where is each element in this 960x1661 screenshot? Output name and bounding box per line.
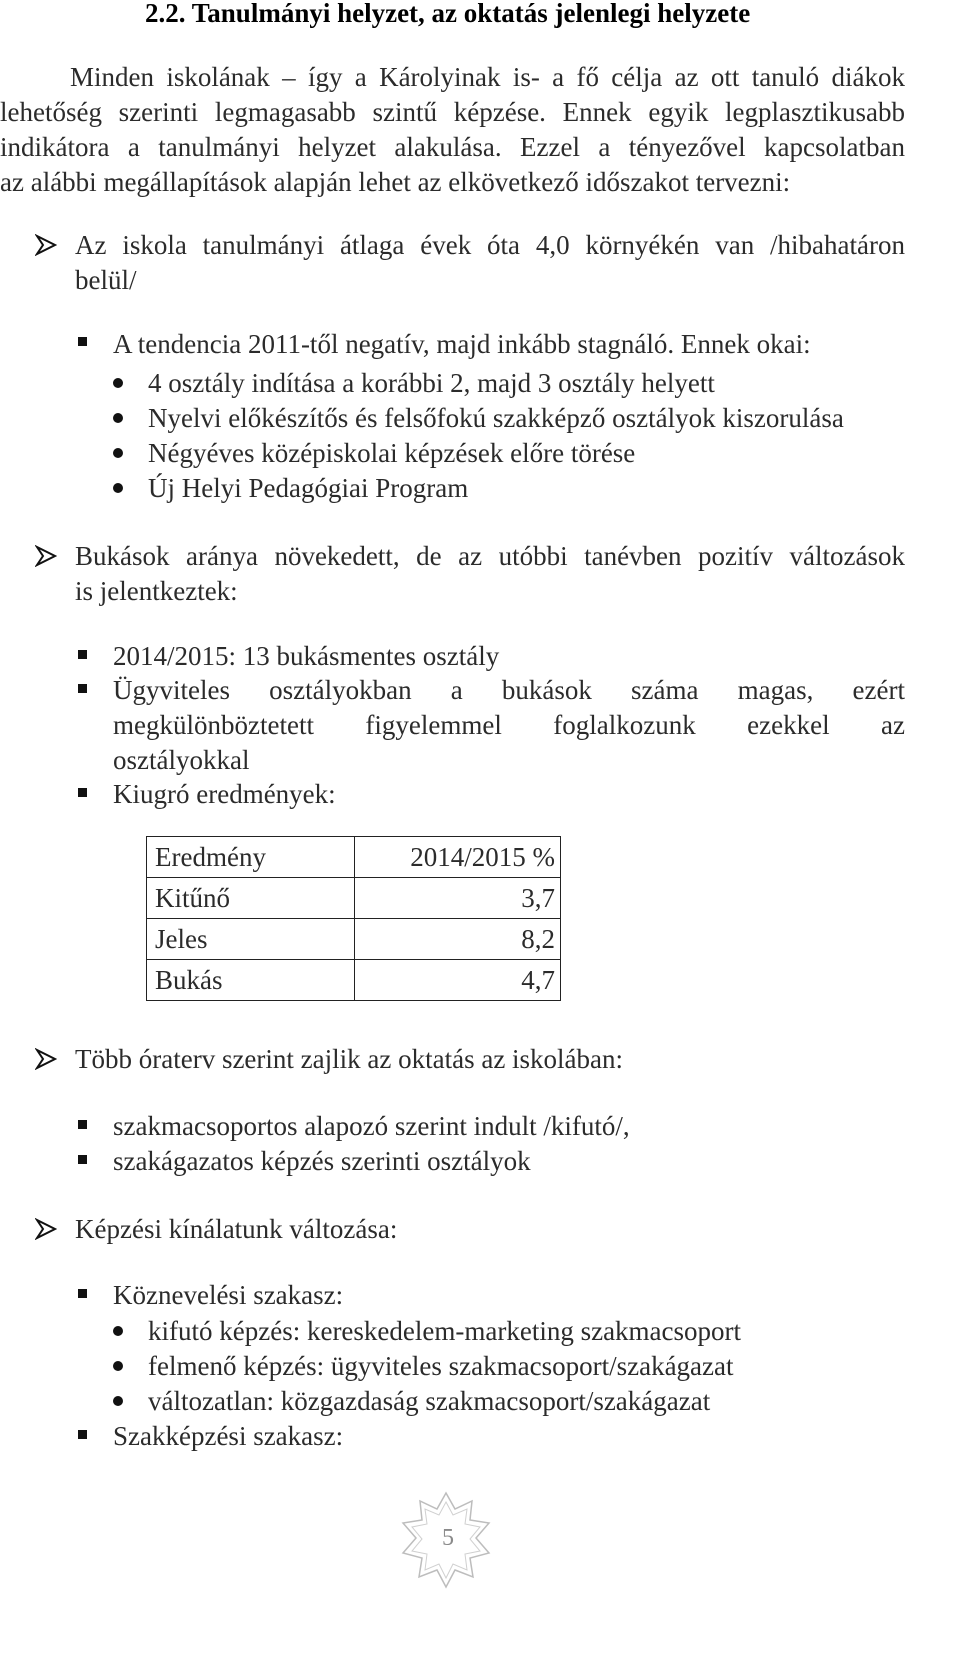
intro-line-1: Minden iskolának – így a Károlyinak is- a fő célja az ott tanuló diákok xyxy=(70,62,905,92)
intro-line-4: az alábbi megállapítások alapján lehet az elkövetkező időszakot tervezni: xyxy=(0,167,791,197)
square-bullet-icon xyxy=(78,1155,87,1164)
intro-line-3: indikátora a tanulmányi helyzet alakulása. Ezzel a tényezővel kapcsolatban xyxy=(0,132,905,162)
dot-bullet-icon xyxy=(113,378,123,388)
page-number: 5 xyxy=(442,1525,454,1551)
point2-sub-1: 2014/2015: 13 bukásmentes osztály xyxy=(113,641,500,671)
table-cell: Bukás xyxy=(147,960,355,1001)
table-cell: Jeles xyxy=(147,919,355,960)
square-bullet-icon xyxy=(78,684,87,693)
point3-sub-2: szakágazatos képzés szerinti osztályok xyxy=(113,1146,531,1176)
point2-line-2: is jelentkeztek: xyxy=(75,576,238,606)
offer-item: kifutó képzés: kereskedelem-marketing szakmacsoport xyxy=(148,1316,742,1346)
square-bullet-icon xyxy=(78,1120,87,1129)
arrow-bullet-icon xyxy=(35,1048,57,1070)
table-header-cell: Eredmény xyxy=(147,837,355,878)
dot-bullet-icon xyxy=(113,413,123,423)
dot-bullet-icon xyxy=(113,1326,123,1336)
table-cell: 4,7 xyxy=(355,960,561,1001)
reason-item: 4 osztály indítása a korábbi 2, majd 3 osztály helyett xyxy=(148,368,715,398)
point4-sub-2: Szakképzési szakasz: xyxy=(113,1421,344,1451)
table-cell: Kitűnő xyxy=(147,878,355,919)
square-bullet-icon xyxy=(78,650,87,659)
table-header-cell: 2014/2015 % xyxy=(355,837,561,878)
offer-item: változatlan: közgazdaság szakmacsoport/szakágazat xyxy=(148,1386,711,1416)
point3-line-1: Több óraterv szerint zajlik az oktatás az iskolában: xyxy=(75,1044,624,1074)
point2-sub-2-line-1: Ügyviteles osztályokban a bukások száma magas, ezért xyxy=(113,675,905,705)
dot-bullet-icon xyxy=(113,1361,123,1371)
table-row xyxy=(147,919,561,960)
offer-item: felmenő képzés: ügyviteles szakmacsoport/szakágazat xyxy=(148,1351,734,1381)
dot-bullet-icon xyxy=(113,1396,123,1406)
point4-sub-1: Köznevelési szakasz: xyxy=(113,1280,344,1310)
point2-sub-3: Kiugró eredmények: xyxy=(113,779,336,809)
square-bullet-icon xyxy=(78,337,87,346)
results-table xyxy=(146,836,561,1001)
arrow-bullet-icon xyxy=(35,545,57,567)
arrow-bullet-icon xyxy=(35,1218,57,1240)
reason-item: Nyelvi előkészítős és felsőfokú szakképző osztályok kiszorulása xyxy=(148,403,844,433)
point2-sub-2-line-2: megkülönböztetett figyelemmel foglalkozunk ezekkel az xyxy=(113,710,905,740)
reason-item: Négyéves középiskolai képzések előre törése xyxy=(148,438,636,468)
point1-sub-1: A tendencia 2011-től negatív, majd inkább stagnáló. Ennek okai: xyxy=(113,329,811,359)
point4-line-1: Képzési kínálatunk változása: xyxy=(75,1214,398,1244)
arrow-bullet-icon xyxy=(35,234,57,256)
point3-sub-1: szakmacsoportos alapozó szerint indult /kifutó/, xyxy=(113,1111,630,1141)
table-cell: 8,2 xyxy=(355,919,561,960)
reason-item: Új Helyi Pedagógiai Program xyxy=(148,473,469,503)
table-row xyxy=(147,878,561,919)
point2-line-1: Bukások aránya növekedett, de az utóbbi tanévben pozitív változások xyxy=(75,541,905,571)
table-cell: 3,7 xyxy=(355,878,561,919)
square-bullet-icon xyxy=(78,788,87,797)
dot-bullet-icon xyxy=(113,483,123,493)
section-heading: 2.2. Tanulmányi helyzet, az oktatás jelenlegi helyzete xyxy=(145,0,751,28)
square-bullet-icon xyxy=(78,1289,87,1298)
point2-sub-2-line-3: osztályokkal xyxy=(113,745,250,775)
point1-line-1: Az iskola tanulmányi átlaga évek óta 4,0 környékén van /hibahatáron xyxy=(75,230,905,260)
intro-line-2: lehetőség szerinti legmagasabb szintű képzése. Ennek egyik legplasztikusabb xyxy=(0,97,905,127)
table-header-row xyxy=(147,837,561,878)
square-bullet-icon xyxy=(78,1430,87,1439)
point1-line-2: belül/ xyxy=(75,265,137,295)
dot-bullet-icon xyxy=(113,448,123,458)
table-row xyxy=(147,960,561,1001)
